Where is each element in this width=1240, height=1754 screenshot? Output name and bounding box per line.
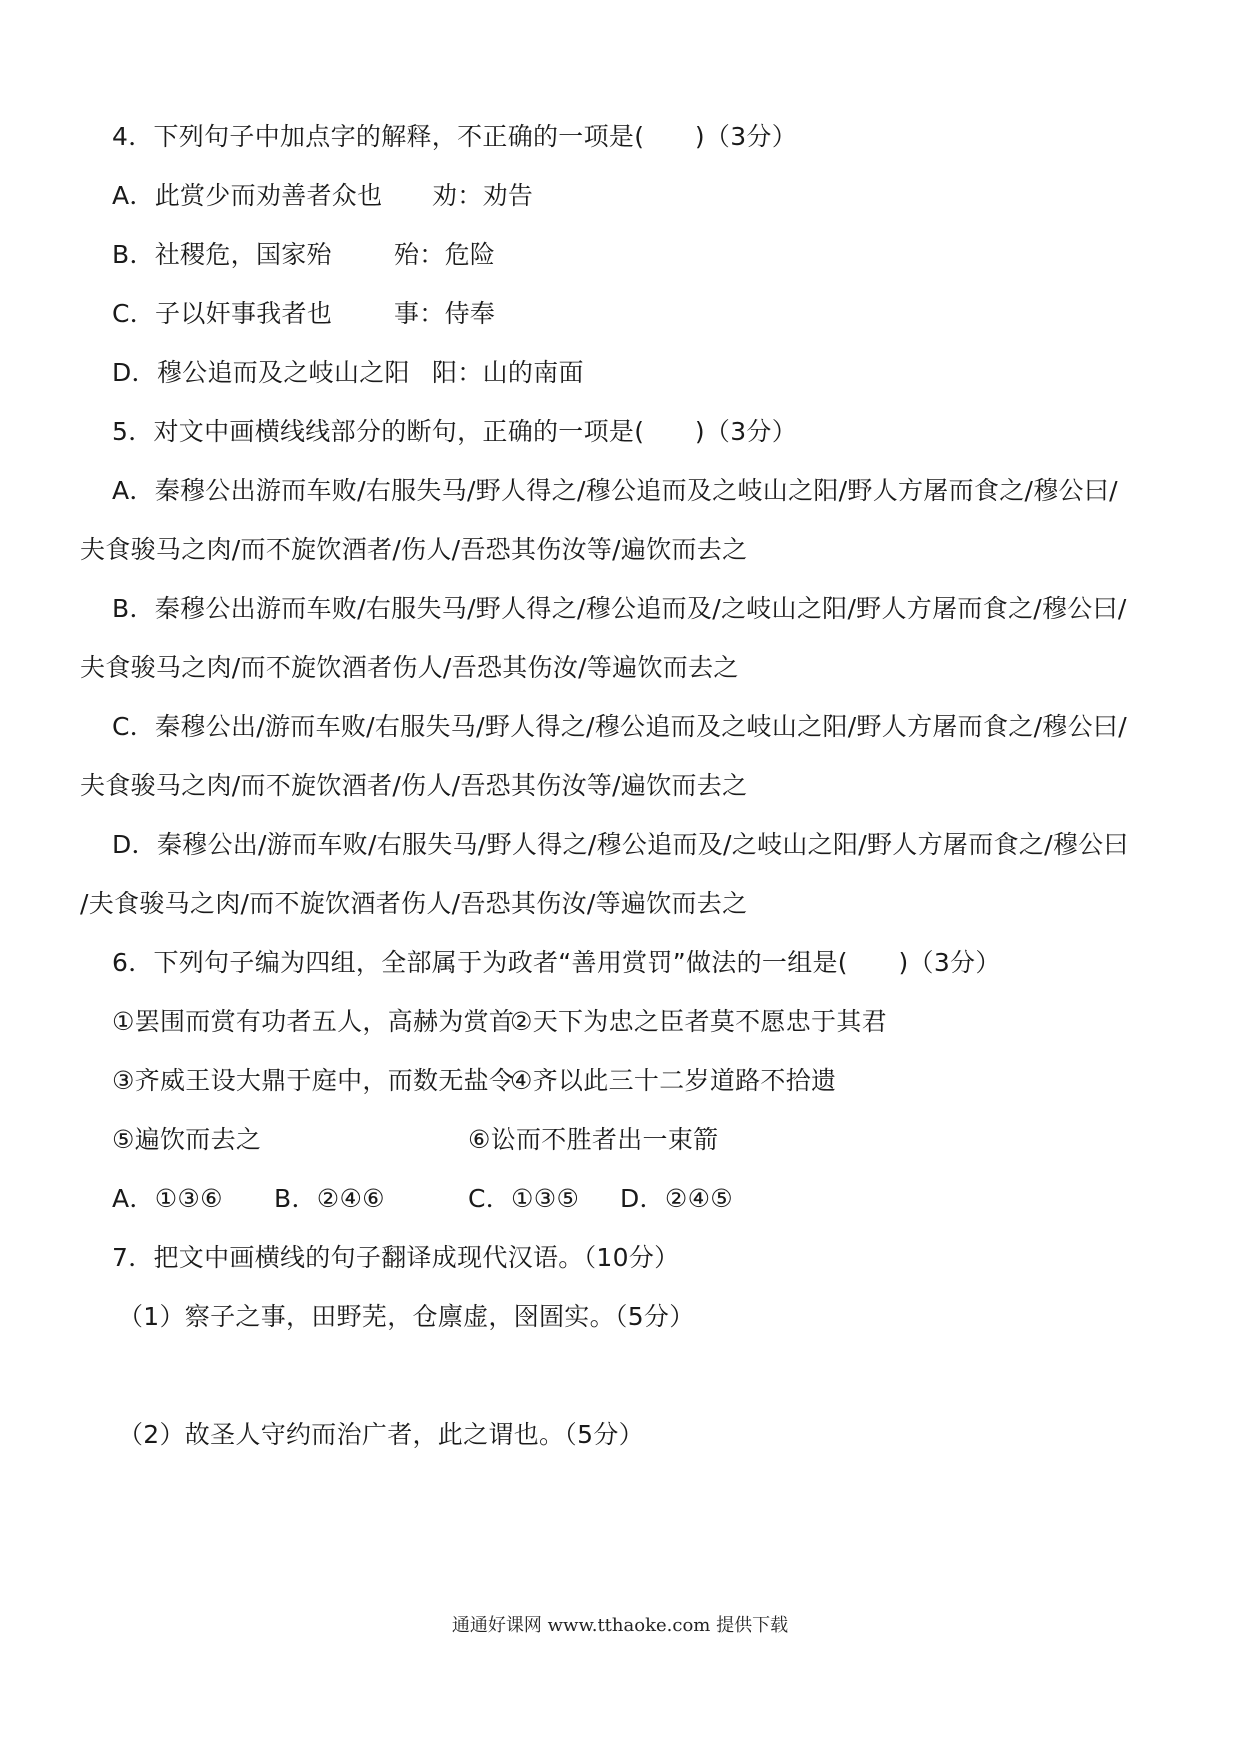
q4-option-b-gloss: 殆：危险 <box>394 240 496 269</box>
q4-option-d-gloss: 阳：山的南面 <box>432 358 584 387</box>
q6-stem: 6．下列句子编为四组，全部属于为政者“善用赏罚”做法的一组是( )（3分） <box>112 948 1001 977</box>
q5-option-d-line1: D．秦穆公出/游而车败/右服失马/野人得之/穆公追而及/之岐山之阳/野人方屠而食之/穆公曰 <box>112 830 1129 859</box>
q4-option-a-sentence: A．此赏少而劝善者众也 <box>112 181 383 210</box>
q6-item-3: ③齐威王设大鼎于庭中，而数无盐令 <box>112 1066 515 1095</box>
q6-item-4: ④齐以此三十二岁道路不拾遗 <box>510 1066 837 1095</box>
q7-part-1: （1）察子之事，田野芜，仓廪虚，囹圄实。（5分） <box>118 1302 695 1331</box>
q6-item-1: ①罢围而赏有功者五人，高赫为赏首 <box>112 1007 515 1036</box>
q4-stem: 4．下列句子中加点字的解释，不正确的一项是( )（3分） <box>112 122 798 151</box>
q6-item-5: ⑤遍饮而去之 <box>112 1125 262 1154</box>
q5-option-c-line1: C．秦穆公出/游而车败/右服失马/野人得之/穆公追而及之岐山之阳/野人方屠而食之/穆公曰/ <box>112 712 1127 741</box>
q6-choice-b: B．②④⑥ <box>274 1184 385 1213</box>
q4-option-b-sentence: B．社稷危，国家殆 <box>112 240 332 269</box>
q6-item-2: ②天下为忠之臣者莫不愿忠于其君 <box>510 1007 887 1036</box>
q5-option-b-line2: 夫食骏马之肉/而不旋饮酒者伤人/吾恐其伤汝/等遍饮而去之 <box>80 653 739 682</box>
q4-option-c-gloss: 事：侍奉 <box>394 299 496 328</box>
q5-option-a-line1: A．秦穆公出游而车败/右服失马/野人得之/穆公追而及之岐山之阳/野人方屠而食之/穆公曰/ <box>112 476 1118 505</box>
q5-option-c-line2: 夫食骏马之肉/而不旋饮酒者/伤人/吾恐其伤汝等/遍饮而去之 <box>80 771 748 800</box>
q7-part-2: （2）故圣人守约而治广者，此之谓也。（5分） <box>118 1420 644 1449</box>
q6-choice-d: D．②④⑤ <box>620 1184 733 1213</box>
q4-option-a-gloss: 劝：劝告 <box>432 181 534 210</box>
q6-choice-a: A．①③⑥ <box>112 1184 223 1213</box>
q5-option-a-line2: 夫食骏马之肉/而不旋饮酒者/伤人/吾恐其伤汝等/遍饮而去之 <box>80 535 748 564</box>
q4-option-c-sentence: C．子以奸事我者也 <box>112 299 333 328</box>
q5-stem: 5．对文中画横线线部分的断句，正确的一项是( )（3分） <box>112 417 798 446</box>
q7-stem: 7．把文中画横线的句子翻译成现代汉语。（10分） <box>112 1243 680 1272</box>
q5-option-d-line2: /夫食骏马之肉/而不旋饮酒者伤人/吾恐其伤汝/等遍饮而去之 <box>80 889 748 918</box>
q6-item-6: ⑥讼而不胜者出一束箭 <box>468 1125 719 1154</box>
page-footer-source: 通通好课网 www.tthaoke.com 提供下载 <box>451 1615 789 1636</box>
q4-option-d-sentence: D．穆公追而及之岐山之阳 <box>112 358 410 387</box>
q5-option-b-line1: B．秦穆公出游而车败/右服失马/野人得之/穆公追而及/之岐山之阳/野人方屠而食之/穆公曰/ <box>112 594 1127 623</box>
q6-choice-c: C．①③⑤ <box>468 1184 580 1213</box>
